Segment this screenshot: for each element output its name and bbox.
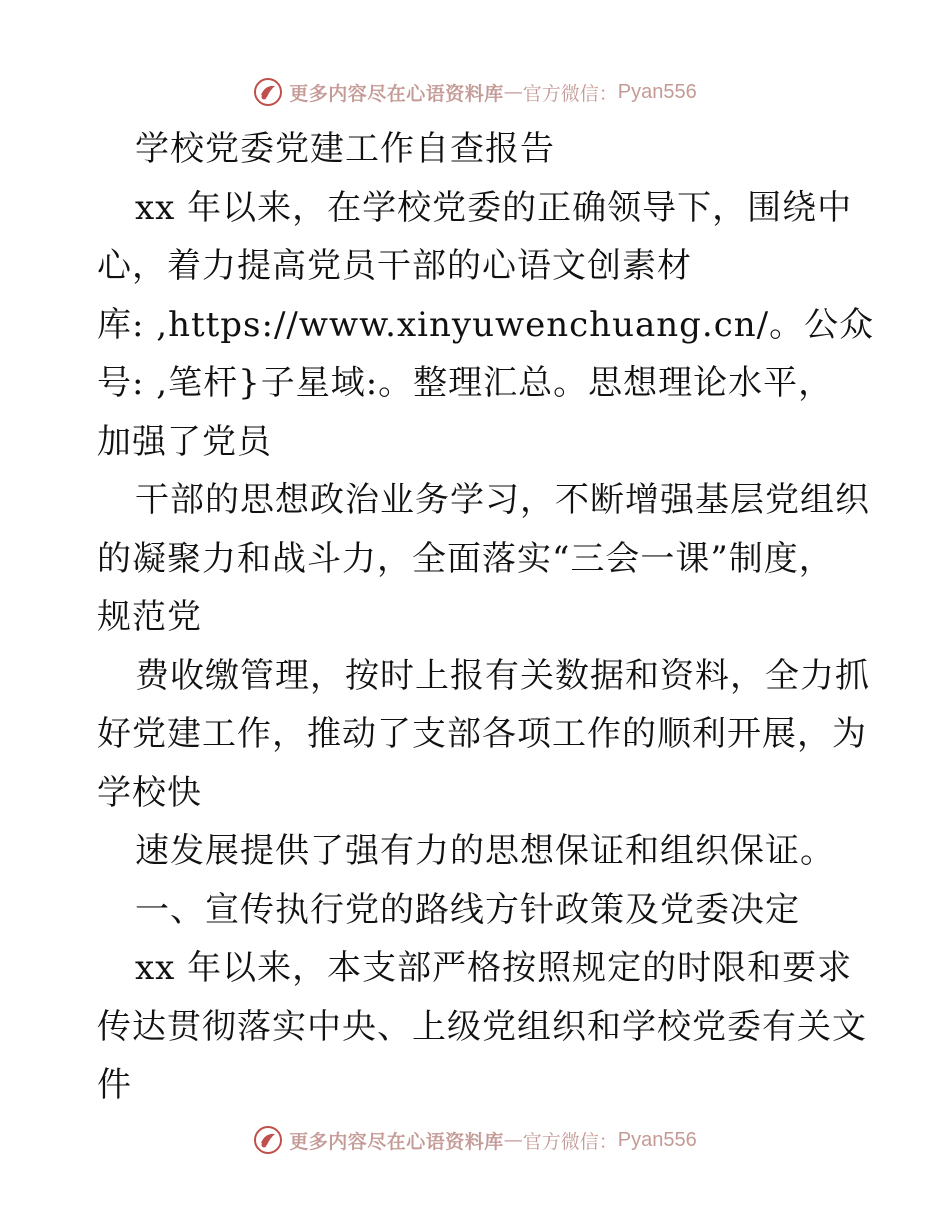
banner-main-text: 更多内容尽在心语资料库: [289, 82, 504, 105]
paragraph-line: 件: [97, 1065, 132, 1105]
paragraph-line: 库: ,https://www.xinyuwenchuang.cn/。公众: [97, 304, 875, 345]
paragraph-line: 传达贯彻落实中央、上级党组织和学校党委有关文: [97, 1006, 867, 1047]
banner-wechat-id: Pyan556: [617, 80, 697, 103]
paragraph-line: xx 年以来，本支部严格按照规定的时限和要求: [135, 948, 853, 988]
paragraph-line: xx 年以来，在学校党委的正确领导下，围绕中: [135, 187, 853, 228]
logo-icon: [253, 77, 283, 107]
paragraph-line: 费收缴管理，按时上报有关数据和资料，全力抓: [135, 655, 870, 696]
banner-main-text: 更多内容尽在心语资料库: [289, 1130, 504, 1153]
banner-suffix-text: 官方微信：: [522, 1130, 618, 1153]
document-body: [97, 120, 875, 1115]
banner-suffix-text: 官方微信：: [522, 82, 618, 105]
paragraph-line: 号: ,笔杆}子星域:。整理汇总。思想理论水平，: [97, 363, 834, 403]
paragraph-line: 速发展提供了强有力的思想保证和组织保证。: [135, 831, 835, 871]
paragraph-line: 规范党: [97, 597, 202, 637]
banner-dash: —: [503, 1129, 523, 1151]
paragraph-line: 加强了党员: [97, 421, 272, 462]
banner-wechat-id: Pyan556: [617, 1128, 697, 1151]
header-watermark-banner: [0, 72, 950, 112]
banner-dash: —: [503, 81, 523, 103]
section-heading: 一、宣传执行党的路线方针政策及党委决定: [135, 889, 800, 930]
paragraph-line: 心，着力提高党员干部的心语文创素材: [97, 246, 692, 286]
paragraph-line: 好党建工作，推动了支部各项工作的顺利开展，为: [97, 714, 867, 754]
footer-watermark-banner: [0, 1120, 950, 1160]
paragraph-line: 的凝聚力和战斗力，全面落实“三会一课”制度，: [97, 538, 834, 579]
document-title: 学校党委党建工作自查报告: [135, 129, 555, 169]
logo-icon: [253, 1125, 283, 1155]
paragraph-line: 干部的思想政治业务学习，不断增强基层党组织: [135, 480, 870, 520]
paragraph-line: 学校快: [97, 772, 202, 813]
